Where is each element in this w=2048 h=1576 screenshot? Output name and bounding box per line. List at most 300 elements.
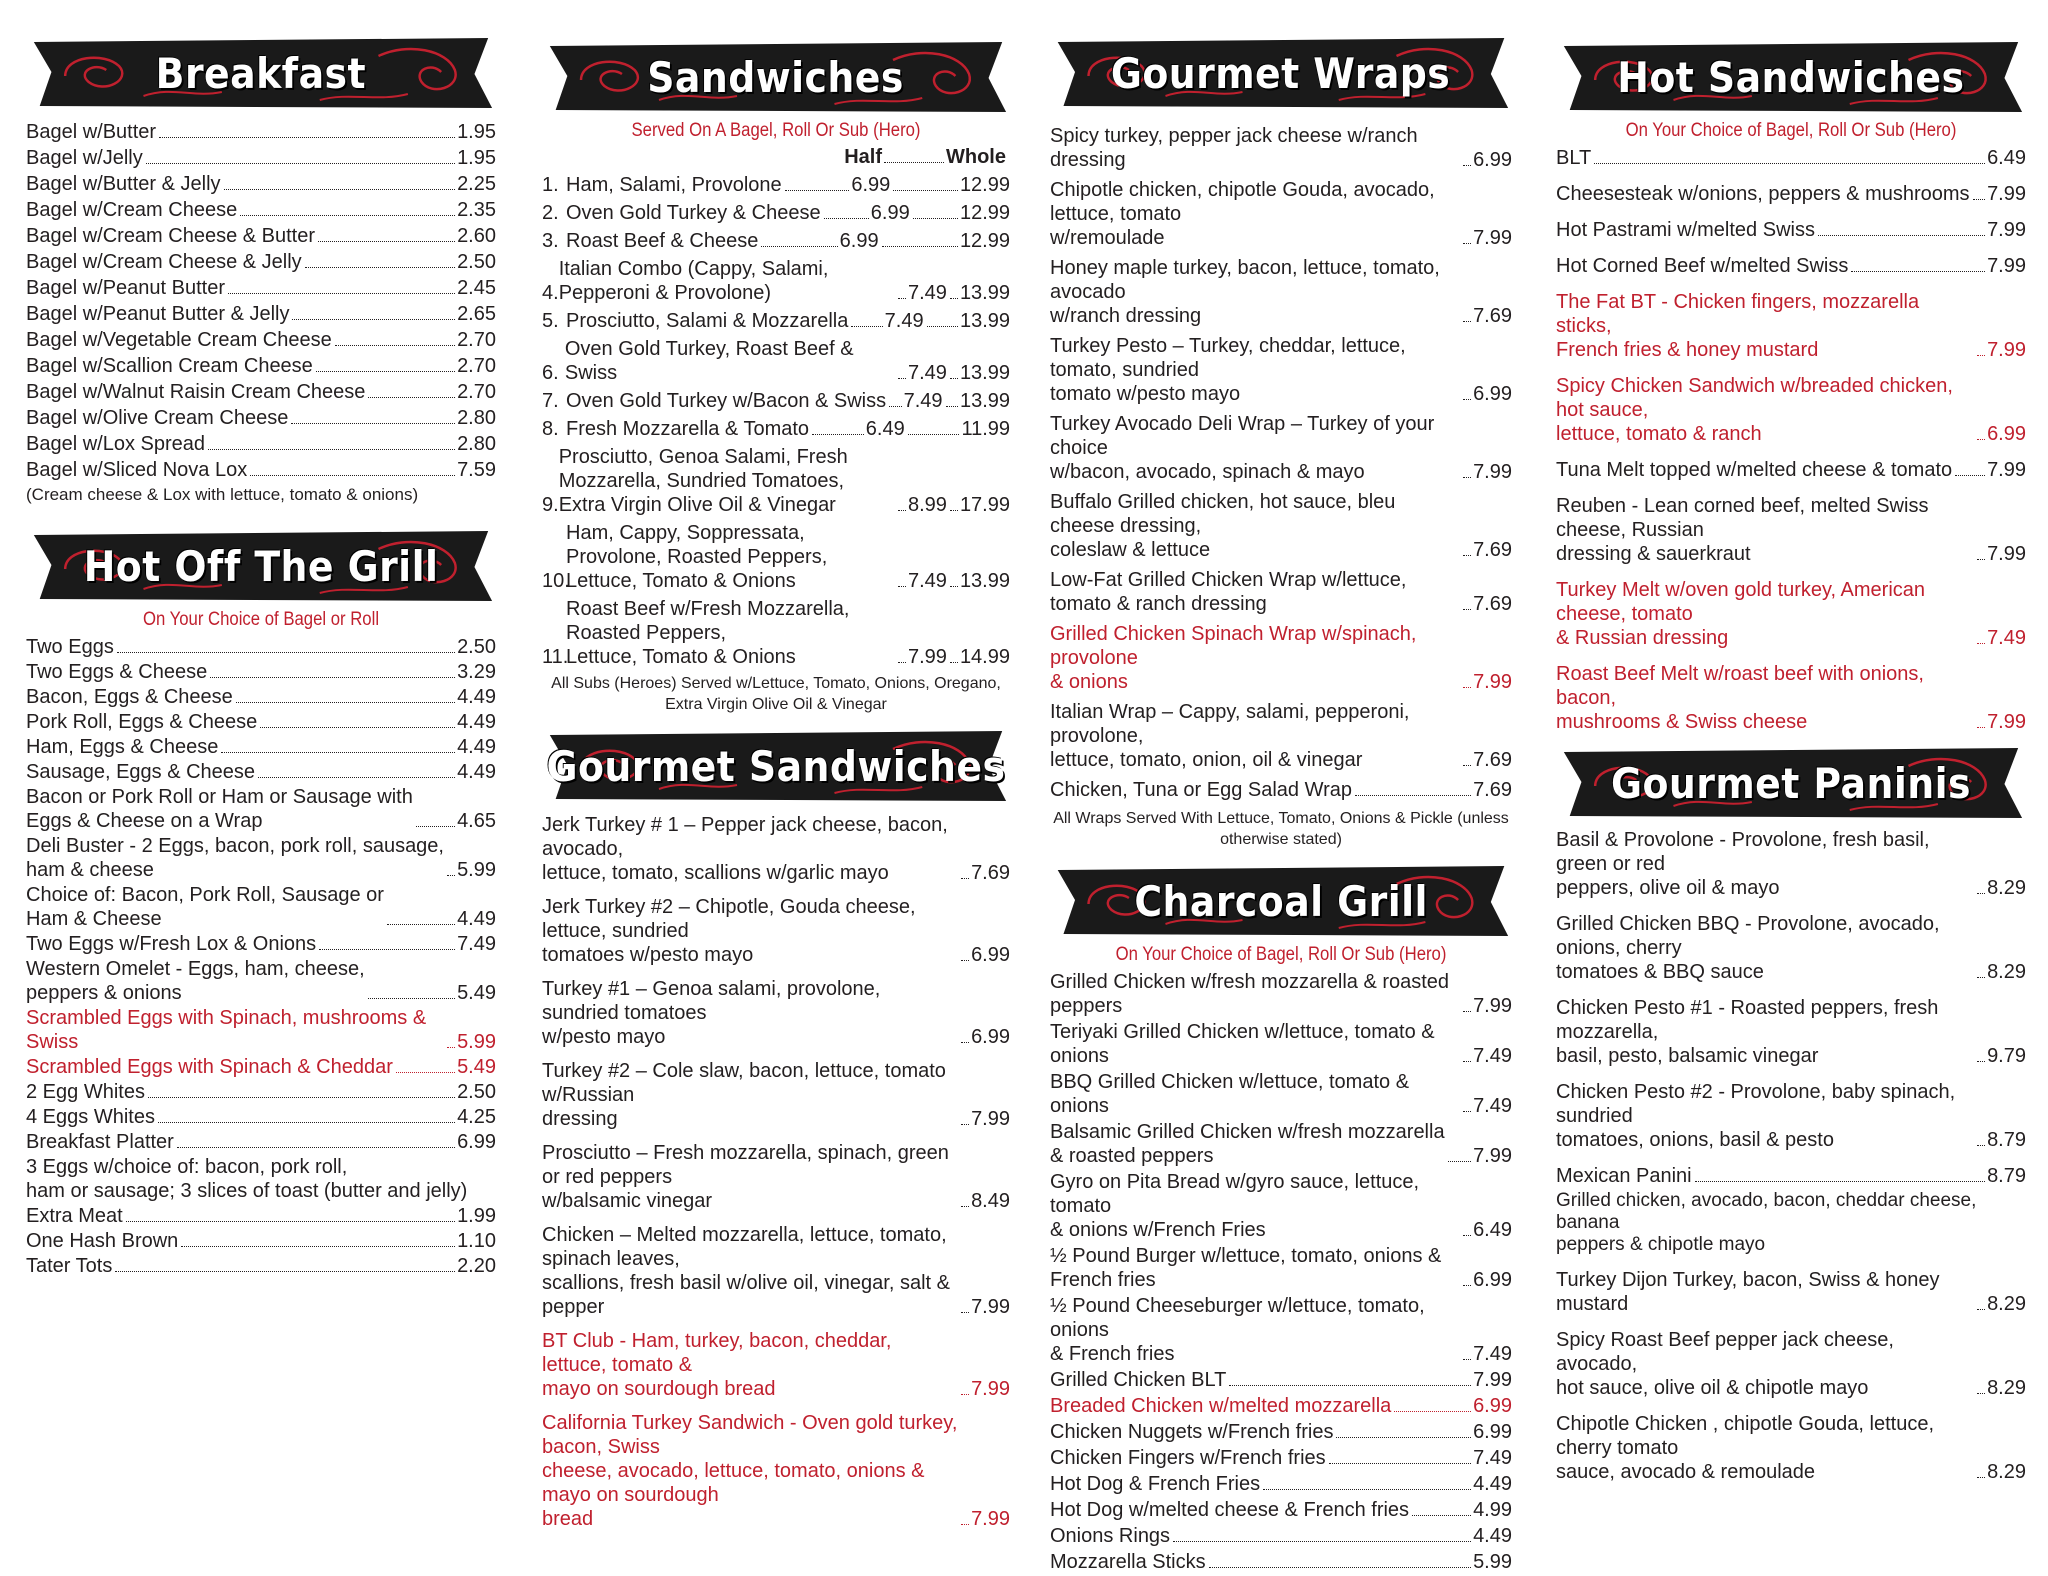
leader-dots (961, 1124, 969, 1125)
item-name: Basil & Provolone - Provolone, fresh basil, green or red peppers, olive oil & mayo (1556, 829, 1930, 899)
item-name: Bagel w/Butter & Jelly (26, 173, 221, 195)
leader-dots (884, 146, 944, 163)
wraps-list (1050, 124, 1512, 802)
menu-item (1050, 1368, 1512, 1392)
leader-dots (368, 397, 455, 398)
item-price: 7.49 (1473, 1095, 1512, 1117)
menu-item (1050, 970, 1512, 1018)
leader-dots (961, 1312, 969, 1313)
leader-dots (447, 1047, 455, 1048)
leader-dots (319, 949, 455, 950)
item-name: BLT (1556, 147, 1592, 169)
menu-item (1050, 1550, 1512, 1574)
leader-dots (250, 475, 455, 476)
leader-dots (1463, 1061, 1471, 1062)
item-price: 3.29 (457, 661, 496, 683)
breakfast-list (26, 120, 496, 482)
menu-item (1050, 256, 1512, 328)
menu-item (26, 1105, 496, 1129)
sandwich-note: All Subs (Heroes) Served w/Lettuce, Tomato, Onions, Oregano, Extra Virgin Olive Oil & Vinegar (551, 675, 1001, 713)
menu-item (26, 1130, 496, 1154)
leader-dots (946, 406, 958, 407)
item-price: 6.99 (1987, 423, 2026, 445)
item-price: 6.49 (1987, 147, 2026, 169)
leader-dots (893, 190, 958, 191)
menu-item (542, 173, 1010, 197)
banner-sandwiches (542, 40, 1010, 114)
leader-dots (1977, 355, 1985, 356)
item-name: Bagel w/Lox Spread (26, 433, 206, 455)
item-price: 7.49 (457, 933, 496, 955)
menu-item (1050, 1524, 1512, 1548)
item-name: Jerk Turkey #2 – Chipotle, Gouda cheese, lettuce, sundried tomatoes w/pesto mayo (542, 896, 916, 966)
item-name: Scrambled Eggs with Spinach, mushrooms & Swiss (26, 1007, 427, 1053)
half-whole-header (542, 146, 1010, 169)
menu-item (1556, 494, 2026, 566)
menu-item (1556, 1268, 2026, 1316)
item-number: 11. (542, 646, 569, 668)
menu-item (26, 834, 496, 882)
item-price: 6.99 (1473, 1269, 1512, 1291)
half-label: Half (844, 146, 882, 168)
item-price: 4.49 (457, 908, 496, 930)
item-name: Chicken Pesto #2 - Provolone, baby spinach, sundried tomatoes, onions, basil & pesto (1556, 1081, 1956, 1151)
item-price: 7.99 (1987, 339, 2026, 361)
menu-item (26, 1055, 496, 1079)
item-name: Chipotle Chicken , chipotle Gouda, lettuce, cherry tomato sauce, avocado & remoulade (1556, 1413, 1934, 1483)
item-description: Grilled chicken, avocado, bacon, cheddar cheese, banana peppers & chipotle mayo (1556, 1190, 1977, 1255)
menu-item (542, 389, 1010, 413)
leader-dots (1448, 1161, 1471, 1162)
item-price: 4.49 (457, 686, 496, 708)
leader-dots (913, 218, 958, 219)
whole-price: 13.99 (959, 570, 1010, 592)
item-name: California Turkey Sandwich - Oven gold turkey, bacon, Swiss cheese, avocado, lettuce, tomato, onions & mayo on sourdough bread (542, 1412, 958, 1530)
item-name: Bagel w/Cream Cheese (26, 199, 238, 221)
item-name: Hot Corned Beef w/melted Swiss (1556, 255, 1849, 277)
item-number: 6. (542, 362, 559, 384)
leader-dots (1329, 1463, 1471, 1464)
item-price: 6.99 (1473, 1395, 1512, 1417)
item-price: 7.99 (971, 1508, 1010, 1530)
item-price: 2.25 (457, 173, 496, 195)
menu-item (26, 932, 496, 956)
item-name: 4 Eggs Whites (26, 1106, 155, 1128)
leader-dots (1818, 235, 1985, 236)
leader-dots (159, 137, 455, 138)
leader-dots (898, 298, 906, 299)
leader-dots (961, 1394, 969, 1395)
item-price: 5.49 (457, 982, 496, 1004)
item-name: Bagel w/Vegetable Cream Cheese (26, 329, 332, 351)
menu-item (1050, 1420, 1512, 1444)
leader-dots (291, 423, 455, 424)
item-name: Turkey Dijon Turkey, bacon, Swiss & honey mustard (1556, 1269, 1940, 1315)
menu-item (26, 276, 496, 300)
item-name: Prosciutto, Salami & Mozzarella (566, 310, 849, 332)
leader-dots (221, 752, 455, 753)
item-name: Two Eggs (26, 636, 114, 658)
menu-item (1050, 1070, 1512, 1118)
item-price: 8.29 (1987, 961, 2026, 983)
menu-item (1556, 1080, 2026, 1152)
item-name: Roast Beef w/Fresh Mozzarella, Roasted Peppers, Lettuce, Tomato & Onions (566, 598, 850, 668)
leader-dots (1463, 1285, 1471, 1286)
item-name: Pork Roll, Eggs & Cheese (26, 711, 258, 733)
leader-dots (1463, 243, 1471, 244)
item-number: 4. (542, 282, 559, 304)
leader-dots (812, 434, 864, 435)
banner-gourmet-paninis (1556, 746, 2026, 820)
menu-item (26, 328, 496, 352)
sandwich-list (542, 173, 1010, 669)
section-title: Gourmet Paninis (1610, 758, 1971, 808)
leader-dots (146, 163, 455, 164)
leader-dots (824, 218, 869, 219)
leader-dots (316, 371, 455, 372)
banner-breakfast (26, 36, 496, 110)
item-name: Spicy Chicken Sandwich w/breaded chicken, hot sauce, lettuce, tomato & ranch (1556, 375, 1953, 445)
menu-item (1556, 146, 2026, 170)
item-name: Chicken – Melted mozzarella, lettuce, tomato, spinach leaves, scallions, fresh basil w/olive oil, vinegar, salt & pepper (542, 1224, 950, 1318)
menu-item (1050, 778, 1512, 802)
banner-gourmet-sandwiches (542, 729, 1010, 803)
item-name: Roast Beef Melt w/roast beef with onions, bacon, mushrooms & Swiss cheese (1556, 663, 1924, 733)
item-name: Tater Tots (26, 1255, 113, 1277)
leader-dots (1463, 1111, 1471, 1112)
item-price: 7.49 (1473, 1447, 1512, 1469)
item-price: 6.99 (971, 1026, 1010, 1048)
leader-dots (950, 586, 958, 587)
item-price: 7.69 (1473, 749, 1512, 771)
leader-dots (292, 319, 455, 320)
item-price: 2.50 (457, 1081, 496, 1103)
item-number: 8. (542, 418, 559, 440)
leader-dots (1463, 1235, 1471, 1236)
item-name: One Hash Brown (26, 1230, 179, 1252)
item-price: 7.49 (1473, 1045, 1512, 1067)
item-price: 2.50 (457, 251, 496, 273)
item-name: Bagel w/Cream Cheese & Butter (26, 225, 316, 247)
whole-price: 17.99 (959, 494, 1010, 516)
half-price: 6.99 (870, 202, 910, 224)
leader-dots (210, 677, 455, 678)
banner-hot-off-the-grill (26, 529, 496, 603)
half-price: 6.99 (851, 174, 891, 196)
item-name: Bagel w/Sliced Nova Lox (26, 459, 248, 481)
column-sandwiches (542, 0, 1010, 1541)
menu-item (26, 1080, 496, 1104)
item-name: Low-Fat Grilled Chicken Wrap w/lettuce, tomato & ranch dressing (1050, 569, 1407, 615)
item-name: Italian Wrap – Cappy, salami, pepperoni, provolone, lettuce, tomato, onion, oil & vinegar (1050, 701, 1410, 771)
menu-item (542, 337, 1010, 385)
item-price: 7.99 (1473, 461, 1512, 483)
leader-dots (117, 652, 455, 653)
leader-dots (1977, 643, 1985, 644)
item-price: 2.20 (457, 1255, 496, 1277)
item-name: Bagel w/Scallion Cream Cheese (26, 355, 313, 377)
item-price: 5.99 (457, 1031, 496, 1053)
leader-dots (1463, 321, 1471, 322)
menu-item (26, 250, 496, 274)
item-name: 3 Eggs w/choice of: bacon, pork roll, ham or sausage; 3 slices of toast (butter and jelly) (26, 1156, 468, 1202)
hot-sandwich-list (1556, 146, 2026, 734)
item-name: Jerk Turkey # 1 – Pepper jack cheese, bacon, avocado, lettuce, tomato, scallions w/garlic mayo (542, 814, 948, 884)
item-price: 2.35 (457, 199, 496, 221)
item-name: Turkey Pesto – Turkey, cheddar, lettuce, tomato, sundried tomato w/pesto mayo (1050, 335, 1406, 405)
item-number: 2. (542, 202, 559, 224)
item-price: 7.99 (1473, 1145, 1512, 1167)
menu-item (1556, 578, 2026, 650)
menu-item (26, 710, 496, 734)
menu-item (1556, 182, 2026, 206)
leader-dots (1463, 609, 1471, 610)
item-name: Grilled Chicken BLT (1050, 1369, 1227, 1391)
menu-item (542, 1329, 1010, 1401)
leader-dots (961, 1206, 969, 1207)
leader-dots (1977, 893, 1985, 894)
item-price: 2.80 (457, 433, 496, 455)
item-price: 7.99 (971, 1108, 1010, 1130)
item-name: Onions Rings (1050, 1525, 1171, 1547)
item-name: Hot Dog & French Fries (1050, 1473, 1261, 1495)
leader-dots (1973, 199, 1986, 200)
column-wraps-charcoal (1050, 0, 1512, 1576)
leader-dots (1463, 555, 1471, 556)
item-name: The Fat BT - Chicken fingers, mozzarella sticks, French fries & honey mustard (1556, 291, 1920, 361)
menu-item (26, 735, 496, 759)
section-title: Hot Sandwiches (1617, 52, 1965, 102)
menu-item (26, 760, 496, 784)
half-price: 8.99 (908, 494, 947, 516)
menu-item (26, 146, 496, 170)
item-number: 10. (542, 570, 570, 592)
item-name: Italian Combo (Cappy, Salami, Pepperoni & Provolone) (558, 258, 829, 304)
item-price: 8.29 (1987, 1461, 2026, 1483)
item-name: Bagel w/Butter (26, 121, 157, 143)
item-name: Turkey Melt w/oven gold turkey, American cheese, tomato & Russian dressing (1556, 579, 1926, 649)
half-price: 7.49 (884, 310, 924, 332)
leader-dots (1851, 271, 1985, 272)
item-price: 7.69 (1473, 779, 1512, 801)
gourmet-sandwich-list (542, 813, 1010, 1531)
half-price: 7.49 (903, 390, 943, 412)
leader-dots (181, 1246, 455, 1247)
banner-hot-sandwiches (1556, 40, 2026, 114)
banner-charcoal-grill (1050, 864, 1512, 938)
menu-item (26, 380, 496, 404)
menu-item (26, 685, 496, 709)
leader-dots (396, 1072, 455, 1073)
menu-item (26, 354, 496, 378)
leader-dots (305, 267, 455, 268)
item-name: BBQ Grilled Chicken w/lettuce, tomato & onions (1050, 1071, 1410, 1117)
leader-dots (1463, 165, 1471, 166)
leader-dots (1209, 1567, 1471, 1568)
item-price: 7.69 (1473, 593, 1512, 615)
menu-item (1556, 290, 2026, 362)
item-name: Oven Gold Turkey w/Bacon & Swiss (566, 390, 887, 412)
menu-item (542, 309, 1010, 333)
leader-dots (335, 345, 455, 346)
menu-item (542, 1223, 1010, 1319)
section-title: Breakfast (155, 48, 367, 98)
whole-label: Whole (946, 146, 1006, 168)
whole-price: 12.99 (959, 174, 1010, 196)
item-price: 5.99 (457, 859, 496, 881)
item-name: Prosciutto, Genoa Salami, Fresh Mozzarella, Sundried Tomatoes, Extra Virgin Olive Oil & Vinegar (558, 446, 848, 516)
item-price: 7.99 (1987, 183, 2026, 205)
leader-dots (1412, 1515, 1471, 1516)
leader-dots (240, 215, 455, 216)
section-title: Hot Off The Grill (83, 541, 439, 591)
item-name: Teriyaki Grilled Chicken w/lettuce, tomato & onions (1050, 1021, 1435, 1067)
item-price: 8.49 (971, 1190, 1010, 1212)
item-price: 4.49 (1473, 1473, 1512, 1495)
item-name: Bagel w/Cream Cheese & Jelly (26, 251, 302, 273)
leader-dots (1977, 727, 1985, 728)
menu-item (26, 1229, 496, 1253)
item-name: BT Club - Ham, turkey, bacon, cheddar, lettuce, tomato & mayo on sourdough bread (542, 1330, 892, 1400)
item-price: 5.99 (1473, 1551, 1512, 1573)
item-name: Chipotle chicken, chipotle Gouda, avocado, lettuce, tomato w/remoulade (1050, 179, 1435, 249)
item-price: 7.99 (1987, 219, 2026, 241)
item-name: Ham, Eggs & Cheese (26, 736, 219, 758)
menu-item (1050, 622, 1512, 694)
leader-dots (961, 1042, 969, 1043)
menu-item (1050, 1244, 1512, 1292)
whole-price: 12.99 (959, 230, 1010, 252)
menu-item (1050, 1472, 1512, 1496)
item-price: 4.99 (1473, 1499, 1512, 1521)
half-price: 6.99 (839, 230, 879, 252)
item-number: 7. (542, 390, 559, 412)
leader-dots (761, 246, 837, 247)
item-name: ½ Pound Burger w/lettuce, tomato, onions & French fries (1050, 1245, 1442, 1291)
leader-dots (889, 406, 901, 407)
item-name: Breakfast Platter (26, 1131, 174, 1153)
menu-item (542, 445, 1010, 517)
item-number: 1. (542, 174, 559, 196)
item-price: 8.29 (1987, 877, 2026, 899)
menu-item (26, 432, 496, 456)
item-price: 2.70 (457, 381, 496, 403)
leader-dots (1977, 1477, 1985, 1478)
leader-dots (1463, 399, 1471, 400)
menu-item (26, 1155, 496, 1203)
leader-dots (1594, 163, 1985, 164)
leader-dots (1977, 1145, 1985, 1146)
leader-dots (387, 924, 455, 925)
leader-dots (368, 998, 455, 999)
item-name: Buffalo Grilled chicken, hot sauce, bleu cheese dressing, coleslaw & lettuce (1050, 491, 1396, 561)
menu-item (1556, 912, 2026, 984)
item-price: 6.99 (971, 944, 1010, 966)
item-name: Breaded Chicken w/melted mozzarella (1050, 1395, 1392, 1417)
leader-dots (882, 246, 958, 247)
leader-dots (1977, 1393, 1985, 1394)
item-price: 2.50 (457, 636, 496, 658)
item-price: 6.49 (1473, 1219, 1512, 1241)
leader-dots (898, 378, 906, 379)
menu-item (1556, 1328, 2026, 1400)
section-title: Gourmet Wraps (1111, 48, 1451, 98)
section-title: Sandwiches (647, 52, 905, 102)
leader-dots (961, 960, 969, 961)
item-name: Bacon or Pork Roll or Ham or Sausage with Eggs & Cheese on a Wrap (26, 786, 413, 832)
whole-price: 13.99 (959, 362, 1010, 384)
item-price: 7.99 (1987, 459, 2026, 481)
item-price: 7.99 (1473, 227, 1512, 249)
item-name: Bagel w/Jelly (26, 147, 143, 169)
leader-dots (318, 241, 455, 242)
half-price: 7.99 (908, 646, 947, 668)
grill-list (26, 635, 496, 1278)
item-name: Sausage, Eggs & Cheese (26, 761, 256, 783)
menu-item (542, 229, 1010, 253)
leader-dots (1463, 765, 1471, 766)
section-subtitle: On Your Choice of Bagel, Roll Or Sub (Hero) (1115, 944, 1447, 965)
leader-dots (1977, 977, 1985, 978)
menu-item (542, 1141, 1010, 1213)
item-name: Chicken Nuggets w/French fries (1050, 1421, 1334, 1443)
item-name: Roast Beef & Cheese (566, 230, 759, 252)
item-price: 8.79 (1987, 1165, 2026, 1187)
item-name: Cheesesteak w/onions, peppers & mushrooms (1556, 183, 1970, 205)
leader-dots (447, 875, 455, 876)
menu-item (542, 417, 1010, 441)
banner-gourmet-wraps (1050, 36, 1512, 110)
leader-dots (416, 826, 455, 827)
item-name: Hot Dog w/melted cheese & French fries (1050, 1499, 1410, 1521)
panini-list (1556, 828, 2026, 1484)
menu-item (542, 1411, 1010, 1531)
item-name: Bagel w/Peanut Butter (26, 277, 226, 299)
item-price: 8.29 (1987, 1293, 2026, 1315)
item-price: 7.99 (1473, 671, 1512, 693)
leader-dots (927, 326, 958, 327)
menu-item (26, 224, 496, 248)
item-price: 5.49 (457, 1056, 496, 1078)
item-name: Grilled Chicken w/fresh mozzarella & roasted peppers (1050, 971, 1450, 1017)
column-breakfast-grill (26, 0, 496, 1279)
item-name: Tuna Melt topped w/melted cheese & tomato (1556, 459, 1953, 481)
item-price: 2.80 (457, 407, 496, 429)
item-price: 4.49 (457, 761, 496, 783)
item-name: Ham, Cappy, Soppressata, Provolone, Roasted Peppers, Lettuce, Tomato & Onions (566, 522, 828, 592)
item-price: 4.25 (457, 1106, 496, 1128)
half-price: 6.49 (865, 418, 905, 440)
menu-item (26, 1006, 496, 1054)
menu-item (1556, 1164, 2026, 1188)
menu-item (1556, 662, 2026, 734)
leader-dots (1955, 475, 1985, 476)
menu-item (26, 957, 496, 1005)
item-price: 7.49 (1473, 1343, 1512, 1365)
item-price: 2.60 (457, 225, 496, 247)
leader-dots (1463, 1359, 1471, 1360)
menu-item (26, 1254, 496, 1278)
menu-item (542, 521, 1010, 593)
menu-item (1050, 1498, 1512, 1522)
item-name: Chicken, Tuna or Egg Salad Wrap (1050, 779, 1353, 801)
menu-item (1050, 1170, 1512, 1242)
item-name: Fresh Mozzarella & Tomato (566, 418, 810, 440)
item-name: Western Omelet - Eggs, ham, cheese, peppers & onions (26, 958, 365, 1004)
menu-item (1050, 412, 1512, 484)
leader-dots (224, 189, 456, 190)
item-name: Turkey #2 – Cole slaw, bacon, lettuce, tomato w/Russian dressing (542, 1060, 946, 1130)
